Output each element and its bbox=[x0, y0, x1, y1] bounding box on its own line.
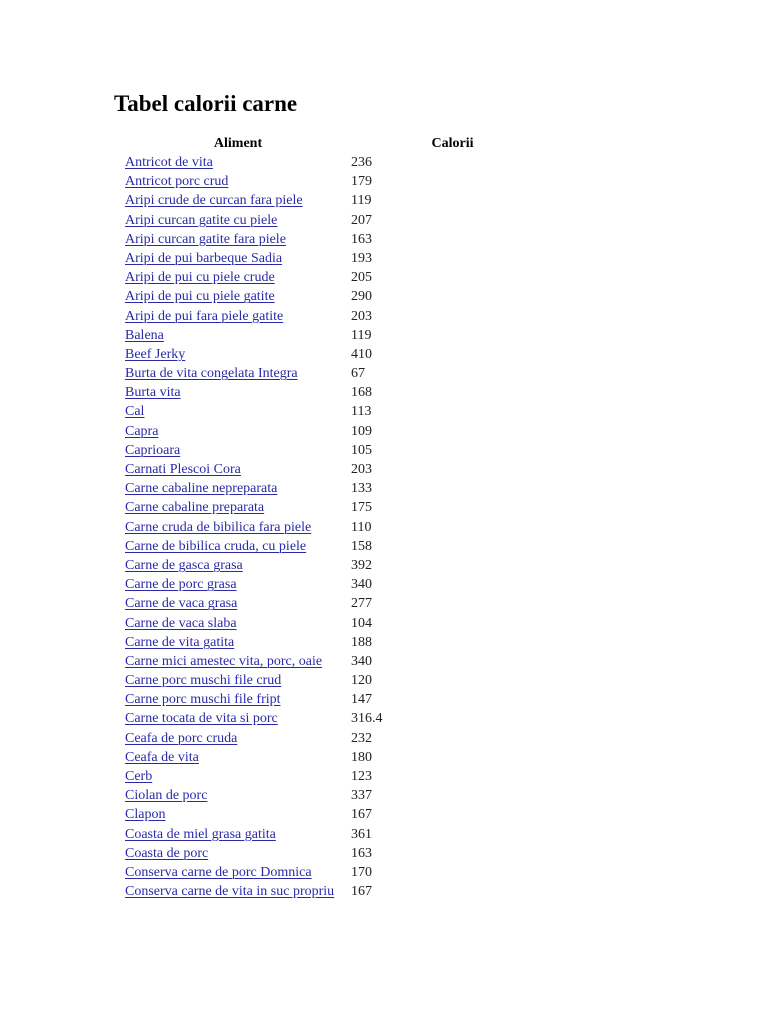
calorie-value: 133 bbox=[351, 481, 372, 497]
food-link[interactable]: Ciolan de porc bbox=[125, 788, 208, 804]
food-link[interactable]: Conserva carne de porc Domnica bbox=[125, 864, 312, 880]
food-link[interactable]: Clapon bbox=[125, 807, 166, 823]
calorie-value: 119 bbox=[351, 193, 372, 209]
table-row bbox=[125, 479, 425, 498]
food-link[interactable]: Carne de bibilica cruda, cu piele bbox=[125, 538, 307, 554]
food-link[interactable]: Aripi de pui cu piele crude bbox=[125, 270, 275, 286]
food-link[interactable]: Carne mici amestec vita, porc, oaie bbox=[125, 653, 323, 669]
table-row bbox=[125, 805, 425, 824]
table-row bbox=[125, 825, 425, 844]
table-row bbox=[125, 614, 425, 633]
food-link[interactable]: Carne cruda de bibilica fara piele bbox=[125, 519, 312, 535]
food-link[interactable]: Aripi de pui fara piele gatite bbox=[125, 308, 284, 324]
calorie-value: 203 bbox=[351, 462, 372, 477]
table-row bbox=[125, 345, 425, 364]
food-link[interactable]: Carne de porc grasa bbox=[125, 577, 237, 593]
food-link[interactable]: Ceafa de porc cruda bbox=[125, 730, 238, 746]
calorie-value: 290 bbox=[351, 289, 372, 305]
calorie-value: 110 bbox=[351, 519, 372, 535]
calorie-value: 340 bbox=[351, 577, 372, 593]
calorie-value: 167 bbox=[351, 807, 372, 823]
food-link[interactable]: Carne cabaline nepreparata bbox=[125, 481, 278, 497]
calorie-value: 361 bbox=[351, 826, 372, 842]
food-link[interactable]: Aripi curcan gatite fara piele bbox=[125, 231, 286, 247]
table-row bbox=[125, 230, 425, 249]
calorie-value: 104 bbox=[351, 615, 372, 631]
food-link[interactable]: Beef Jerky bbox=[125, 346, 186, 362]
calorie-value: 119 bbox=[351, 327, 372, 343]
food-link[interactable]: Carne porc muschi file fript bbox=[125, 692, 281, 708]
calorie-value: 163 bbox=[351, 845, 372, 861]
food-link[interactable]: Carne de vaca slaba bbox=[125, 615, 237, 631]
food-link[interactable]: Cal bbox=[125, 404, 145, 420]
table-row bbox=[125, 537, 425, 556]
calorie-value: 158 bbox=[351, 538, 372, 554]
table-row bbox=[125, 211, 425, 230]
food-link[interactable]: Capra bbox=[125, 423, 159, 439]
table-row bbox=[125, 518, 425, 537]
food-link[interactable]: Carne de gasca grasa bbox=[125, 557, 243, 573]
calorie-value: 236 bbox=[351, 155, 372, 170]
food-link[interactable]: Carne cabaline preparata bbox=[125, 500, 265, 516]
table-row bbox=[125, 383, 425, 402]
calorie-value: 207 bbox=[351, 212, 372, 228]
food-link[interactable]: Antricot de vita bbox=[125, 155, 213, 170]
calorie-value: 113 bbox=[351, 404, 372, 420]
calorie-value: 316.4 bbox=[351, 711, 383, 727]
table-row bbox=[125, 767, 425, 786]
table-row bbox=[125, 191, 425, 210]
calorie-value: 179 bbox=[351, 174, 372, 190]
table-row bbox=[125, 748, 425, 767]
calorie-value: 147 bbox=[351, 692, 372, 708]
calorie-value: 232 bbox=[351, 730, 372, 746]
table-row bbox=[125, 652, 425, 671]
calorie-value: 105 bbox=[351, 442, 372, 458]
table-row bbox=[125, 709, 425, 728]
table-row bbox=[125, 422, 425, 441]
table-row bbox=[125, 594, 425, 613]
food-link[interactable]: Carne tocata de vita si porc bbox=[125, 711, 278, 727]
calorie-value: 203 bbox=[351, 308, 372, 324]
food-link[interactable]: Aripi crude de curcan fara piele bbox=[125, 193, 303, 209]
table-row bbox=[125, 402, 425, 421]
table-row bbox=[125, 172, 425, 191]
table-row bbox=[125, 575, 425, 594]
food-link[interactable]: Burta vita bbox=[125, 385, 181, 401]
food-link[interactable]: Carne porc muschi file crud bbox=[125, 673, 282, 689]
table-row bbox=[125, 364, 425, 383]
food-link[interactable]: Coasta de miel grasa gatita bbox=[125, 826, 276, 842]
table-row bbox=[125, 844, 425, 863]
food-link[interactable]: Aripi curcan gatite cu piele bbox=[125, 212, 278, 228]
calorie-value: 109 bbox=[351, 423, 372, 439]
calorie-value: 167 bbox=[351, 884, 372, 900]
food-link[interactable]: Carne de vaca grasa bbox=[125, 596, 238, 612]
food-link[interactable]: Antricot porc crud bbox=[125, 174, 229, 190]
table-row bbox=[125, 786, 425, 805]
calorie-value: 410 bbox=[351, 346, 372, 362]
table-row bbox=[125, 441, 425, 460]
table-row bbox=[125, 326, 425, 345]
table-row bbox=[125, 690, 425, 709]
table-row bbox=[125, 153, 425, 172]
calorie-value: 188 bbox=[351, 634, 372, 650]
table-row bbox=[125, 460, 425, 479]
column-header-calorii: Calorii bbox=[431, 136, 474, 151]
calorie-value: 123 bbox=[351, 769, 372, 784]
table-row bbox=[125, 307, 425, 326]
table-row bbox=[125, 556, 425, 575]
food-link[interactable]: Conserva carne de vita in suc propriu bbox=[125, 884, 335, 900]
table-row bbox=[125, 863, 425, 882]
calorie-value: 392 bbox=[351, 557, 372, 573]
calorie-value: 337 bbox=[351, 788, 372, 804]
calorie-value: 205 bbox=[351, 270, 372, 286]
calorie-value: 120 bbox=[351, 673, 372, 689]
column-header-aliment: Aliment bbox=[213, 136, 263, 151]
table-row bbox=[125, 268, 425, 287]
food-link[interactable]: Balena bbox=[125, 327, 164, 343]
calorie-table bbox=[125, 153, 425, 901]
food-link[interactable]: Aripi de pui barbeque Sadia bbox=[125, 250, 283, 266]
food-link[interactable]: Ceafa de vita bbox=[125, 749, 199, 765]
calorie-value: 170 bbox=[351, 864, 372, 880]
calorie-value: 193 bbox=[351, 250, 372, 266]
table-row bbox=[125, 882, 425, 901]
calorie-value: 340 bbox=[351, 653, 372, 669]
food-link[interactable]: Coasta de porc bbox=[125, 845, 209, 861]
calorie-value: 180 bbox=[351, 749, 372, 765]
table-row bbox=[125, 671, 425, 690]
table-row bbox=[125, 729, 425, 748]
food-link[interactable]: Burta de vita congelata Integra bbox=[125, 366, 298, 382]
calorie-value: 168 bbox=[351, 385, 372, 401]
table-row bbox=[125, 287, 425, 306]
page-title: Tabel calorii carne bbox=[114, 91, 298, 116]
food-link[interactable]: Aripi de pui cu piele gatite bbox=[125, 289, 275, 305]
table-row bbox=[125, 498, 425, 517]
table-row bbox=[125, 249, 425, 268]
calorie-value: 277 bbox=[351, 596, 372, 612]
table-row bbox=[125, 633, 425, 652]
food-link[interactable]: Carne de vita gatita bbox=[125, 634, 235, 650]
food-link[interactable]: Carnati Plescoi Cora bbox=[125, 462, 241, 477]
food-link[interactable]: Caprioara bbox=[125, 442, 181, 458]
calorie-value: 175 bbox=[351, 500, 372, 516]
calorie-value: 67 bbox=[351, 366, 365, 382]
calorie-value: 163 bbox=[351, 231, 372, 247]
food-link[interactable]: Cerb bbox=[125, 769, 153, 784]
